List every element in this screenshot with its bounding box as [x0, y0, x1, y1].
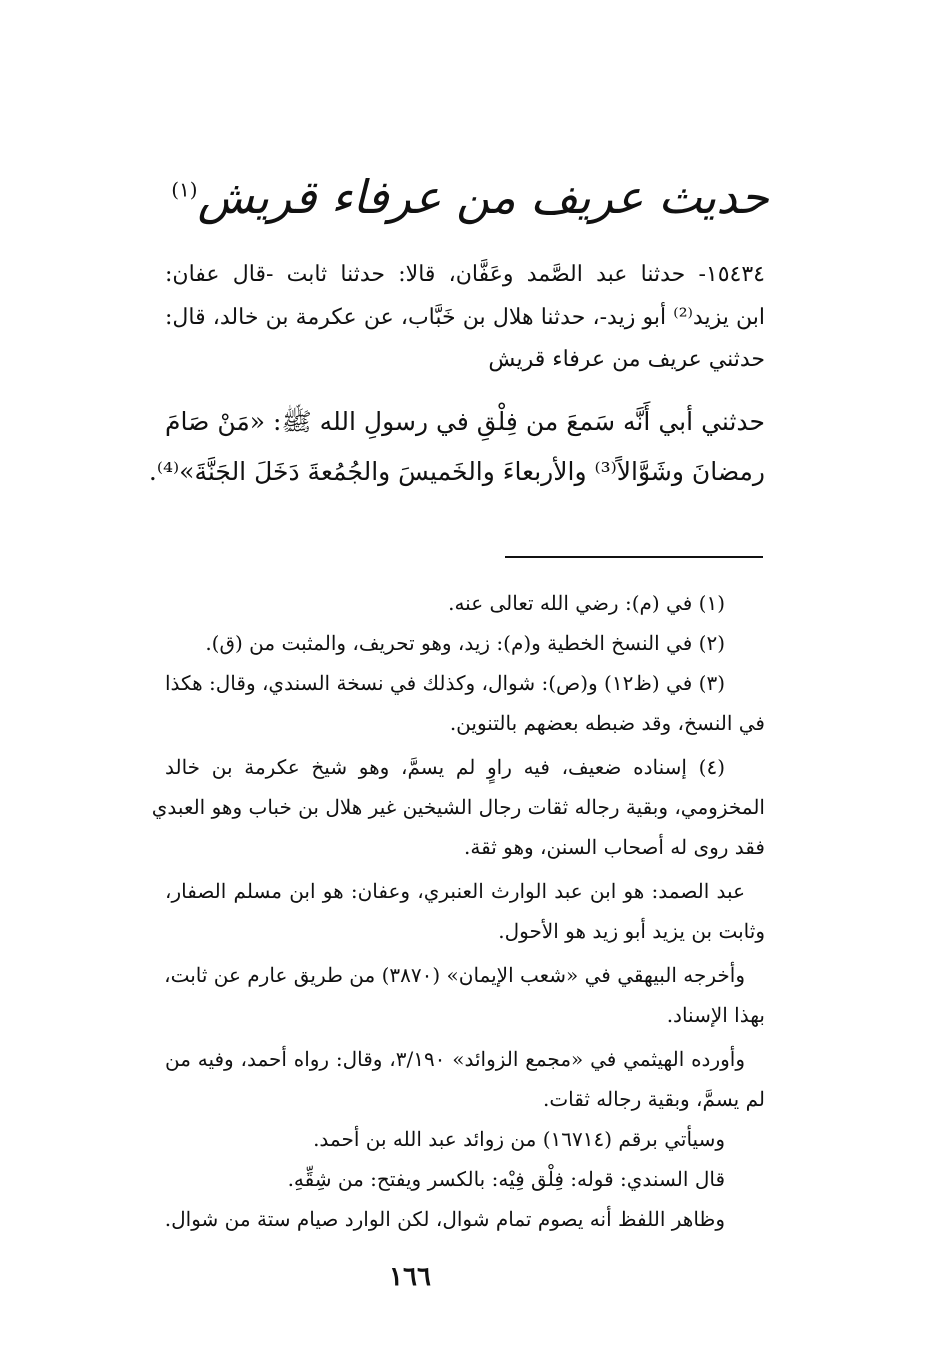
hadith-title [150, 162, 790, 232]
footnote-line: (٢) في النسخ الخطية و(م): زيد، وهو تحريف، والمثبت من (ق). [205, 631, 725, 655]
footnote-line: عبد الصمد: هو ابن عبد الوارث العنبري، وعفان: هو ابن مسلم الصفار، [165, 879, 745, 903]
footnote-line: فقد روى له أصحاب السنن، وهو ثقة. [464, 835, 765, 859]
footnote-line: (١) في (م): رضي الله تعالى عنه. [448, 591, 725, 615]
footnote-line: وأخرجه البيهقي في «شعب الإيمان» (٣٨٧٠) من طريق عارم عن ثابت، [164, 963, 745, 987]
isnad-line: ابن يزيد⁽²⁾ أبو زيد-، حدثنا هلال بن خَبَّاب، عن عكرمة بن خالد، قال: [165, 305, 766, 330]
footnote-line: لم يسمَّ، وبقية رجاله ثقات. [542, 1087, 765, 1111]
footnote-line: في النسخ، وقد ضبطه بعضهم بالتنوين. [449, 711, 765, 735]
matn-line: رمضانَ وشَوَّالاً⁽³⁾ والأربعاءَ والخَميسَ والجُمُعةَ دَخَلَ الجَنَّةَ»⁽⁴⁾. [148, 457, 765, 486]
footnote-line: وأورده الهيثمي في «مجمع الزوائد» ٣/١٩٠، وقال: رواه أحمد، وفيه من [165, 1047, 745, 1071]
footnote-divider [505, 556, 763, 558]
isnad-line: ١٥٤٣٤- حدثنا عبد الصَّمد وعَفَّان، قالا: حدثنا ثابت -قال عفان: [165, 262, 765, 287]
footnote-line: وثابت بن يزيد أبو زيد هو الأحول. [498, 919, 765, 943]
footnote-line: المخزومي، وبقية رجاله ثقات رجال الشيخين غير هلال بن خباب وهو العبدي [151, 795, 765, 819]
matn-line: حدثني أبي أَنَّه سَمعَ من فِلْقِ في رسولِ الله ﷺ: «مَنْ صَامَ [165, 407, 765, 436]
footnote-line: وظاهر اللفظ أنه يصوم تمام شوال، لكن الوارد صيام ستة من شوال. [164, 1207, 725, 1231]
footnote-line: وسيأتي برقم (١٦٧١٤) من زوائد عبد الله بن أحمد. [313, 1127, 725, 1151]
footnote-line: (٤) إسناده ضعيف، فيه راوٍ لم يسمَّ، وهو شيخ عكرمة بن خالد [165, 755, 725, 779]
footnote-line: (٣) في (ظ١٢) و(ص): شوال، وكذلك في نسخة السندي، وقال: هكذا [165, 671, 725, 695]
page-number: ١٦٦ [389, 1262, 431, 1292]
hadith-title-text: حديث عريف من عرفاء قريش [197, 170, 769, 224]
footnote-line: قال السندي: قوله: فِلْق فِيْه: بالكسر ويفتح: من شِقِّهِ. [287, 1167, 725, 1191]
isnad-line: حدثني عريف من عرفاء قريش [488, 347, 765, 372]
title-footnote-ref: (١) [171, 177, 198, 202]
footnote-line: بهذا الإسناد. [666, 1003, 765, 1027]
